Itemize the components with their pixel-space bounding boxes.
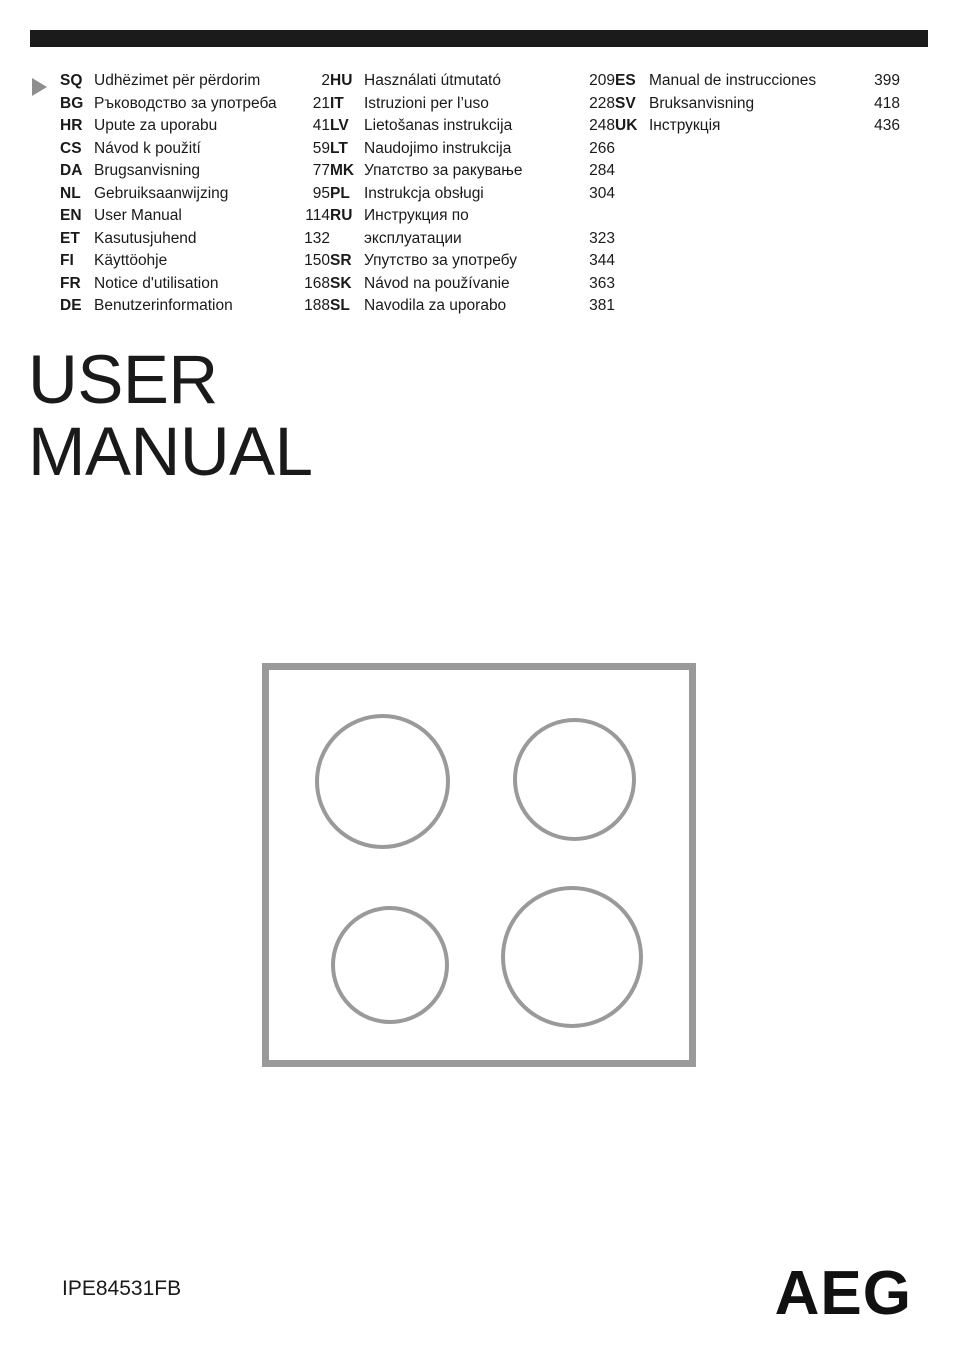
language-page: 41 bbox=[312, 117, 330, 134]
language-name: Istruzioni per l’uso bbox=[364, 94, 489, 112]
language-entry[interactable] bbox=[60, 183, 330, 206]
language-page: 266 bbox=[589, 139, 615, 157]
language-name: Manual de instrucciones bbox=[649, 72, 817, 89]
brand-logo: AEG bbox=[774, 1259, 912, 1328]
language-entry[interactable] bbox=[60, 228, 330, 251]
language-entry[interactable] bbox=[330, 115, 615, 138]
language-entry[interactable] bbox=[60, 138, 330, 161]
language-page: 188 bbox=[304, 297, 330, 314]
language-page: 323 bbox=[589, 229, 615, 247]
language-code: ES bbox=[615, 72, 636, 89]
language-page: 248 bbox=[589, 117, 615, 134]
language-code: HR bbox=[60, 117, 83, 134]
language-page: 228 bbox=[589, 94, 615, 112]
language-entry[interactable] bbox=[330, 160, 615, 183]
language-page: 344 bbox=[589, 252, 615, 269]
language-page: 418 bbox=[874, 94, 900, 112]
language-name: эксплуатации bbox=[364, 229, 462, 247]
language-code: UK bbox=[615, 117, 638, 134]
language-entry[interactable] bbox=[615, 93, 900, 116]
language-entry[interactable] bbox=[60, 250, 330, 273]
language-name: User Manual bbox=[94, 207, 182, 224]
language-name: Instrukcja obsługi bbox=[364, 184, 484, 202]
language-entry[interactable] bbox=[615, 70, 900, 93]
language-code: LV bbox=[330, 117, 349, 134]
cooking-zone-bottom-left-icon bbox=[331, 906, 449, 1024]
language-name: Lietošanas instrukcija bbox=[364, 117, 513, 134]
language-name: Упутство за употребу bbox=[364, 252, 517, 269]
language-name: Návod k použití bbox=[94, 139, 201, 157]
language-name: Ръководство за употреба bbox=[94, 94, 277, 112]
language-page: 2 bbox=[321, 72, 330, 89]
language-name: Udhëzimet për përdorim bbox=[94, 72, 261, 89]
language-entry-continuation[interactable] bbox=[330, 228, 615, 251]
language-name: Brugsanvisning bbox=[94, 162, 200, 179]
language-page: 363 bbox=[589, 274, 615, 292]
language-index bbox=[30, 70, 930, 318]
language-code: SR bbox=[330, 252, 352, 269]
language-name: Benutzerinformation bbox=[94, 297, 233, 314]
hob-illustration bbox=[262, 663, 696, 1067]
language-column-3 bbox=[615, 70, 900, 138]
language-page: 114 bbox=[305, 207, 330, 224]
language-code: RU bbox=[330, 207, 353, 224]
language-code: IT bbox=[330, 94, 344, 112]
language-page: 284 bbox=[589, 162, 615, 179]
language-entry[interactable] bbox=[330, 295, 615, 318]
language-code: HU bbox=[330, 72, 353, 89]
language-code: DE bbox=[60, 297, 82, 314]
language-code: NL bbox=[60, 184, 81, 202]
language-entry[interactable] bbox=[60, 115, 330, 138]
language-code: FR bbox=[60, 274, 81, 292]
language-code: BG bbox=[60, 94, 84, 112]
language-name: Navodila za uporabo bbox=[364, 297, 507, 314]
top-black-bar bbox=[30, 30, 928, 47]
language-column-2 bbox=[330, 70, 615, 318]
language-name: Használati útmutató bbox=[364, 72, 501, 89]
language-name: Gebruiksaanwijzing bbox=[94, 184, 229, 202]
language-code: SK bbox=[330, 274, 352, 292]
language-code: EN bbox=[60, 207, 82, 224]
language-code: SV bbox=[615, 94, 636, 112]
language-entry[interactable] bbox=[330, 138, 615, 161]
language-entry[interactable] bbox=[60, 93, 330, 116]
language-page: 132 bbox=[304, 229, 330, 247]
model-number: IPE84531FB bbox=[62, 1277, 182, 1300]
language-name: Инструкция по bbox=[364, 207, 469, 224]
language-entry[interactable] bbox=[60, 70, 330, 93]
language-code: LT bbox=[330, 139, 348, 157]
language-entry[interactable] bbox=[60, 160, 330, 183]
language-entry[interactable] bbox=[330, 273, 615, 296]
language-entry[interactable] bbox=[330, 205, 615, 228]
language-code: FI bbox=[60, 252, 74, 269]
language-code: SL bbox=[330, 297, 350, 314]
language-entry[interactable] bbox=[60, 205, 330, 228]
language-name: Інструкція bbox=[649, 117, 721, 134]
language-code: SQ bbox=[60, 72, 83, 89]
language-page: 304 bbox=[589, 184, 615, 202]
language-page: 436 bbox=[874, 117, 900, 134]
language-entry[interactable] bbox=[330, 70, 615, 93]
language-entry[interactable] bbox=[60, 273, 330, 296]
language-code: ET bbox=[60, 229, 80, 247]
language-page: 209 bbox=[589, 72, 615, 89]
language-name: Upute za uporabu bbox=[94, 117, 218, 134]
language-entry[interactable] bbox=[330, 183, 615, 206]
language-column-1 bbox=[30, 70, 330, 318]
cooking-zone-top-left-icon bbox=[315, 714, 450, 849]
language-page: 399 bbox=[874, 72, 900, 89]
language-code: DA bbox=[60, 162, 83, 179]
language-page: 381 bbox=[589, 297, 615, 314]
language-name: Notice d'utilisation bbox=[94, 274, 219, 292]
cooking-zone-bottom-right-icon bbox=[501, 886, 643, 1028]
page-title bbox=[28, 341, 313, 490]
language-page: 21 bbox=[312, 94, 330, 112]
language-page: 150 bbox=[304, 252, 330, 269]
language-page: 59 bbox=[312, 139, 330, 157]
language-code: MK bbox=[330, 162, 355, 179]
language-code: PL bbox=[330, 184, 350, 202]
language-code: CS bbox=[60, 139, 82, 157]
language-entry[interactable] bbox=[60, 295, 330, 318]
language-page: 77 bbox=[312, 162, 330, 179]
language-name: Návod na používanie bbox=[364, 274, 510, 292]
language-name: Kasutusjuhend bbox=[94, 229, 197, 247]
language-name: Bruksanvisning bbox=[649, 94, 755, 112]
language-page: 95 bbox=[312, 184, 330, 202]
language-name: Käyttöohje bbox=[94, 252, 168, 269]
page-title-line-2: MANUAL bbox=[28, 413, 313, 490]
language-name: Упатство за ракување bbox=[364, 162, 523, 179]
language-name: Naudojimo instrukcija bbox=[364, 139, 512, 157]
language-entry[interactable] bbox=[615, 115, 900, 138]
language-entry[interactable] bbox=[330, 93, 615, 116]
page-title-line-1: USER bbox=[28, 341, 218, 418]
language-page: 168 bbox=[304, 274, 330, 292]
language-entry[interactable] bbox=[330, 250, 615, 273]
cooking-zone-top-right-icon bbox=[513, 718, 636, 841]
